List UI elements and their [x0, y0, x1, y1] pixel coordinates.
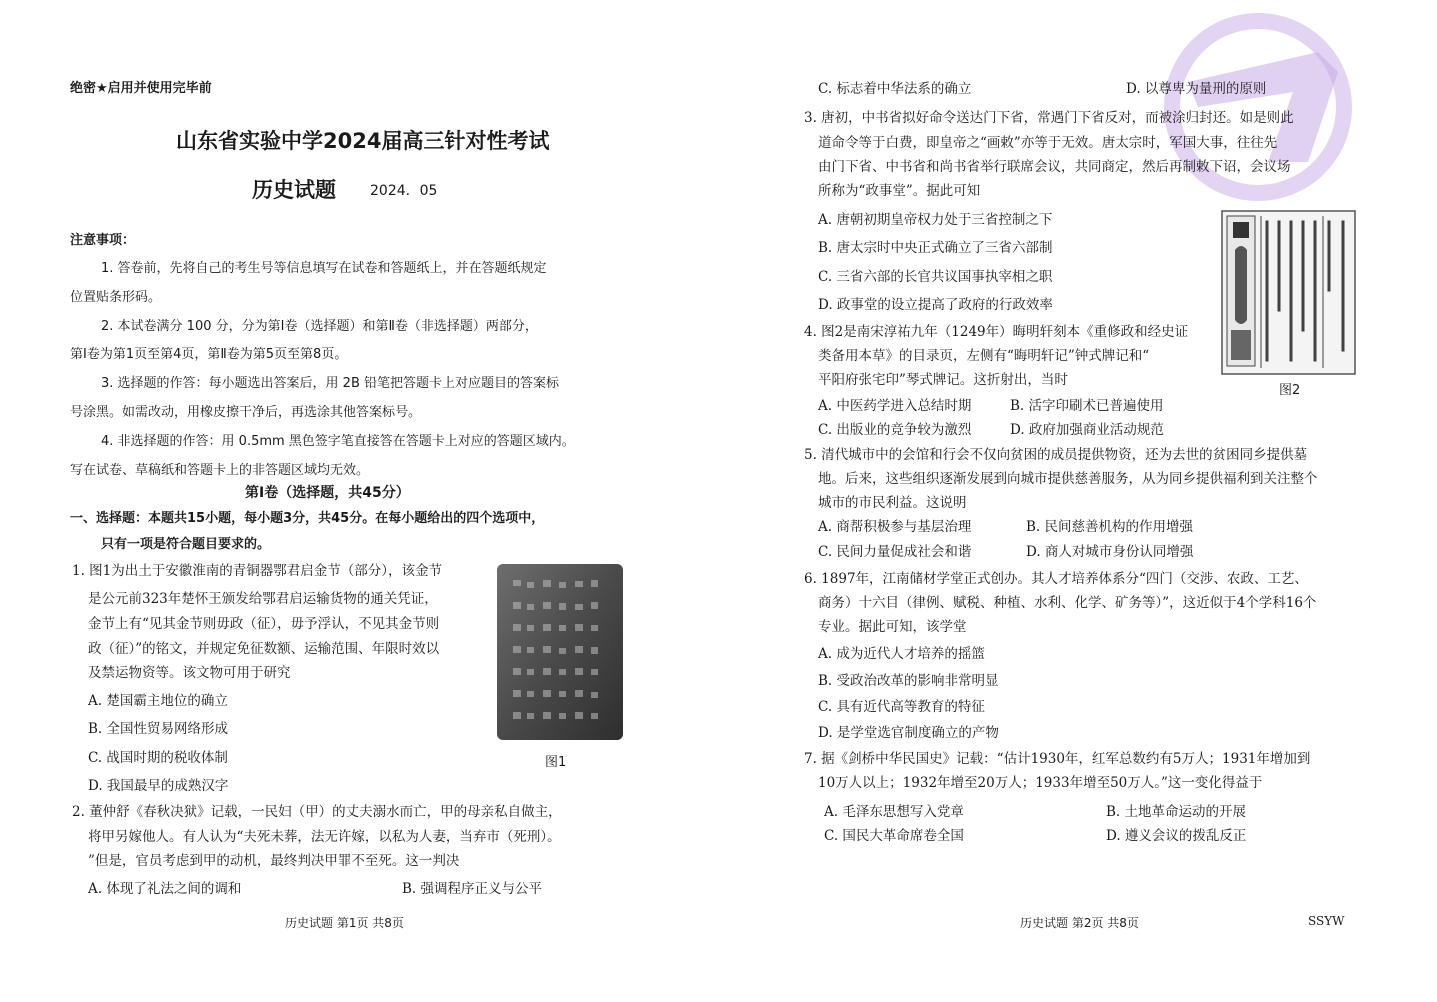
- q1-stem: 政（征）”的铭文，并规定免征数额、运输范围、年限时效以: [88, 641, 440, 657]
- q3-option-a: A. 唐朝初期皇帝权力处于三省控制之下: [818, 212, 1053, 228]
- q5-stem: 城市的市民利益。这说明: [818, 495, 967, 511]
- page-2: [718, 0, 1437, 1002]
- part-title: 第Ⅰ卷（选择题，共45分）: [245, 485, 410, 501]
- q4-stem: 平阳府张宅印”琴式牌记。这折射出，当时: [818, 372, 1068, 388]
- q6-stem: 专业。据此可知，该学堂: [818, 619, 967, 635]
- q3-option-d: D. 政事堂的设立提高了政府的行政效率: [818, 297, 1053, 313]
- q3-option-b: B. 唐太宗时中央正式确立了三省六部制: [818, 240, 1053, 256]
- q3-stem: 3. 唐初，中书省拟好命令送达门下省，常遇门下省反对，而被涂归封还。如是则此: [804, 110, 1294, 126]
- subject-title: 历史试题: [252, 178, 336, 202]
- figure-2-caption: 图2: [1279, 383, 1301, 398]
- q2-option-b: B. 强调程序正义与公平: [402, 881, 543, 897]
- secret-label: 绝密★启用并使用完毕前: [70, 81, 212, 96]
- notice-line: 2. 本试卷满分 100 分，分为第Ⅰ卷（选择题）和第Ⅱ卷（非选择题）两部分，: [101, 319, 538, 334]
- section-heading: 只有一项是符合题目要求的。: [101, 537, 271, 552]
- q1-option-c: C. 战国时期的税收体制: [88, 750, 228, 766]
- q7-stem: 10万人以上；1932年增至20万人；1933年增至50万人。”这一变化得益于: [818, 775, 1263, 791]
- q2-option-a: A. 体现了礼法之间的调和: [88, 881, 242, 897]
- q4-stem: 4. 图2是南宋淳祐九年（1249年）晦明轩刻本《重修政和经史证: [804, 324, 1189, 340]
- q7-stem: 7. 据《剑桥中华民国史》记载：“估计1930年，红军总数约有5万人；1931年增加到: [804, 751, 1311, 767]
- q2-option-c: C. 标志着中华法系的确立: [818, 81, 972, 97]
- notice-line: 第Ⅰ卷为第1页至第4页，第Ⅱ卷为第5页至第8页。: [70, 347, 348, 362]
- notice-line: 位置贴条形码。: [70, 290, 162, 305]
- section-heading: 一、选择题：本题共15小题，每小题3分，共45分。在每小题给出的四个选项中，: [70, 511, 545, 526]
- q4-option-d: D. 政府加强商业活动规范: [1010, 422, 1164, 438]
- q1-option-b: B. 全国性贸易网络形成: [88, 721, 229, 737]
- q6-stem: 6. 1897年，江南储材学堂正式创办。其人才培养体系分“四门（交涉、农政、工艺、: [804, 571, 1308, 587]
- exam-date: 2024．05: [370, 183, 438, 199]
- notice-line: 号涂黑。如需改动，用橡皮擦干净后，再选涂其他答案标号。: [70, 405, 422, 420]
- q6-option-c: C. 具有近代高等教育的特征: [818, 699, 985, 715]
- q6-option-d: D. 是学堂选官制度确立的产物: [818, 725, 999, 741]
- q2-option-d: D. 以尊卑为量刑的原则: [1126, 81, 1267, 97]
- page-footer: 历史试题 第2页 共8页: [1020, 916, 1139, 930]
- q1-stem: 1. 图1为出土于安徽淮南的青铜器鄂君启金节（部分），该金节: [72, 563, 443, 579]
- q2-stem: ”但是，官员考虑到甲的动机，最终判决甲罪不至死。这一判决: [88, 853, 460, 869]
- figure-1-caption: 图1: [545, 755, 567, 770]
- q2-stem: 2. 董仲舒《春秋决狱》记载，一民妇（甲）的丈夫溺水而亡，甲的母亲私自做主，: [72, 804, 562, 820]
- q6-option-b: B. 受政治改革的影响非常明显: [818, 673, 999, 689]
- q3-option-c: C. 三省六部的长官共议国事执宰相之职: [818, 269, 1053, 285]
- q1-stem: 金节上有“见其金节则毋政（征），毋予浮认，不见其金节则: [88, 616, 440, 632]
- q5-option-d: D. 商人对城市身份认同增强: [1026, 544, 1194, 560]
- q2-stem: 将甲另嫁他人。有人认为“夫死未葬，法无许嫁，以私为人妻，当弃市（死刑）。: [88, 829, 561, 845]
- q6-stem: 商务）十六目（律例、赋税、种植、水利、化学、矿务等）”，这近似于4个学科16个: [818, 595, 1317, 611]
- notice-line: 4. 非选择题的作答：用 0.5mm 黑色签字笔直接答在答题卡上对应的答题区域内。: [101, 434, 575, 449]
- paper-code: SSYW: [1308, 914, 1345, 928]
- q4-stem: 类备用本草》的目录页，左侧有“晦明轩记”钟式牌记和“: [818, 348, 1150, 364]
- q7-option-d: D. 遵义会议的拨乱反正: [1106, 828, 1247, 844]
- q5-option-a: A. 商帮积极参与基层治理: [818, 519, 972, 535]
- q1-option-a: A. 楚国霸主地位的确立: [88, 693, 228, 709]
- q3-stem: 道命令等于白费，即皇帝之“画敕”亦等于无效。唐太宗时，军国大事，往往先: [818, 135, 1278, 151]
- q3-stem: 所称为“政事堂”。据此可知: [818, 183, 981, 199]
- notice-line: 1. 答卷前，先将自己的考生号等信息填写在试卷和答题纸上，并在答题纸规定: [101, 261, 547, 276]
- q7-option-c: C. 国民大革命席卷全国: [824, 828, 964, 844]
- q3-stem: 由门下省、中书省和尚书省举行联席会议，共同商定，然后再制敕下诏，会议场: [818, 159, 1291, 175]
- q7-option-a: A. 毛泽东思想写入党章: [824, 804, 964, 820]
- q5-option-c: C. 民间力量促成社会和谐: [818, 544, 972, 560]
- notice-title: 注意事项：: [70, 233, 136, 248]
- q7-option-b: B. 土地革命运动的开展: [1106, 804, 1247, 820]
- q5-option-b: B. 民间慈善机构的作用增强: [1026, 519, 1194, 535]
- q1-option-d: D. 我国最早的成熟汉字: [88, 778, 229, 794]
- page-footer: 历史试题 第1页 共8页: [285, 916, 404, 930]
- q5-stem: 地。后来，这些组织逐渐发展到向城市提供慈善服务，从为同乡提供福利到关注整个: [818, 471, 1318, 487]
- exam-title: 山东省实验中学2024届高三针对性考试: [176, 129, 550, 153]
- page-1: [0, 0, 718, 1002]
- q1-stem: 及禁运物资等。该文物可用于研究: [88, 665, 291, 681]
- q4-option-c: C. 出版业的竞争较为激烈: [818, 422, 972, 438]
- q1-stem: 是公元前323年楚怀王颁发给鄂君启运输货物的通关凭证，: [88, 591, 438, 607]
- q6-option-a: A. 成为近代人才培养的摇篮: [818, 646, 985, 662]
- figure-1-bronze-tally: [495, 562, 625, 742]
- notice-line: 写在试卷、草稿纸和答题卡上的非答题区域均无效。: [70, 463, 370, 478]
- figure-2-book-page: [1221, 210, 1356, 375]
- q4-option-b: B. 活字印刷术已普遍使用: [1010, 398, 1164, 414]
- notice-line: 3. 选择题的作答：每小题选出答案后，用 2B 铅笔把答题卡上对应题目的答案标: [101, 376, 559, 391]
- q4-option-a: A. 中医药学进入总结时期: [818, 398, 972, 414]
- q5-stem: 5. 清代城市中的会馆和行会不仅向贫困的成员提供物资，还为去世的贫困同乡提供墓: [804, 447, 1308, 463]
